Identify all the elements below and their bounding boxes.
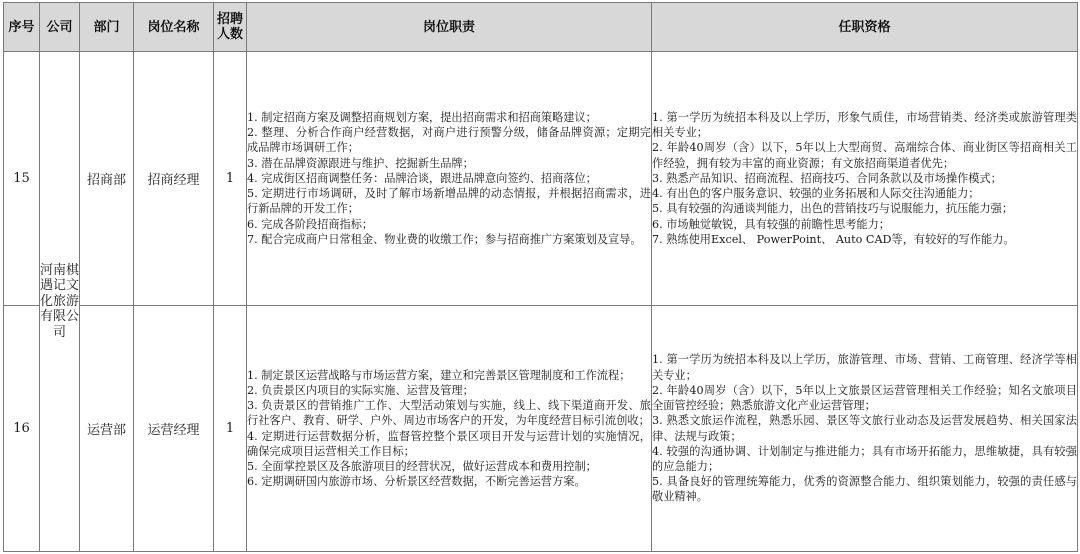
header-qualifications: 任职资格 bbox=[652, 3, 1078, 52]
duty-item: 1. 制定景区运营战略与市场运营方案，建立和完善景区管理制度和工作流程； bbox=[247, 368, 631, 382]
qualification-item: 1. 第一学历为统招本科及以上学历，旅游管理、市场、营销、工商管理、经济学等相关专业； bbox=[652, 353, 1077, 382]
duty-item: 1. 制定招商方案及调整招商规划方案，提出招商需求和招商策略建议； bbox=[247, 111, 597, 125]
qualifications-cell bbox=[652, 52, 1078, 306]
table-row bbox=[4, 52, 1078, 306]
header-company: 公司 bbox=[40, 3, 80, 52]
seq-cell: 16 bbox=[4, 306, 40, 552]
duty-item: 4. 定期进行运营数据分析，监督管控整个景区项目开发与运营计划的实施情况，确保完成项目运营相关工作目标； bbox=[247, 429, 651, 458]
header-position: 岗位名称 bbox=[134, 3, 214, 52]
header-department: 部门 bbox=[80, 3, 134, 52]
department-cell: 招商部 bbox=[80, 52, 134, 306]
qualifications-cell bbox=[652, 306, 1078, 552]
qualification-item: 4. 有出色的客户服务意识、较强的业务拓展和人际交往沟通能力； bbox=[652, 187, 980, 201]
company-cell: 河南棋遇记文化旅游有限公司 bbox=[40, 52, 80, 552]
qualification-item: 2. 年龄40周岁（含）以下，5年以上文旅景区运营管理相关工作经验；知名文旅项目全面管控经验；熟悉旅游文化产业运营管理； bbox=[652, 383, 1077, 413]
duties-cell bbox=[247, 306, 652, 552]
header-headcount: 招聘人数 bbox=[214, 3, 247, 52]
qualification-item: 2. 年龄40周岁（含）以下，5年以上大型商贸、高端综合体、商业街区等招商相关工作经验，拥有较为丰富的商业资源；有文旅招商渠道者优先； bbox=[652, 141, 1077, 170]
duty-item: 2. 负责景区内项目的实际实施、运营及管理； bbox=[247, 383, 474, 397]
duty-item: 2. 整理、分析合作商户经营数据，对商户进行预警分级，储备品牌资源；定期完成品牌市场调研工作； bbox=[247, 126, 651, 155]
duty-item: 6. 完成各阶段招商指标； bbox=[247, 217, 374, 231]
qualification-item: 5. 具有较强的沟通谈判能力，出色的营销技巧与说服能力，抗压能力强； bbox=[652, 202, 1014, 216]
qualification-item: 4. 较强的沟通协调、计划制定与推进能力；具有市场开拓能力，思维敏捷，具有较强的应急能力； bbox=[652, 444, 1077, 473]
position-cell: 运营经理 bbox=[134, 306, 214, 552]
header-row bbox=[4, 3, 1078, 52]
department-cell: 运营部 bbox=[80, 306, 134, 552]
job-table-wrapper bbox=[3, 2, 1077, 552]
duty-item: 7. 配合完成商户日常租金、物业费的收缴工作；参与招商推广方案策划及宣导。 bbox=[247, 232, 642, 246]
qualification-item: 7. 熟练使用Excel、 PowerPoint、 Auto CAD等，有较好的写作能力。 bbox=[652, 232, 1015, 246]
table-row bbox=[4, 306, 1078, 552]
duty-item: 3. 负责景区的营销推广工作、大型活动策划与实施，线上、线下渠道商开发、旅行社客户、教育、研学、户外、周边市场客户的开发，为年度经营目标引流创收； bbox=[247, 399, 651, 428]
duty-item: 5. 全面掌控景区及各旅游项目的经营状况，做好运营成本和费用控制； bbox=[247, 459, 597, 473]
qualification-item: 3. 熟悉产品知识、招商流程、招商技巧、合同条款以及市场操作模式； bbox=[652, 171, 1002, 185]
qualification-item: 5. 具备良好的管理统筹能力，优秀的资源整合能力、组织策划能力，较强的责任感与敬业精神。 bbox=[652, 475, 1077, 504]
seq-cell: 15 bbox=[4, 52, 40, 306]
duty-item: 6. 定期调研国内旅游市场、分析景区经营数据，不断完善运营方案。 bbox=[247, 475, 586, 489]
header-seq: 序号 bbox=[4, 3, 40, 52]
duty-item: 5. 定期进行市场调研，及时了解市场新增品牌的动态情报，并根据招商需求，进行新品牌的开发工作； bbox=[247, 187, 651, 216]
duties-cell bbox=[247, 52, 652, 306]
duty-item: 3. 潜在品牌资源跟进与维护、挖掘新生品牌； bbox=[247, 156, 474, 170]
duty-item: 4. 完成街区招商调整任务：品牌洽谈，跟进品牌意向签约、招商落位； bbox=[247, 171, 597, 185]
qualification-item: 3. 熟悉文旅运作流程，熟悉乐园、景区等文旅行业动态及运营发展趋势、相关国家法律、法规与政策； bbox=[652, 414, 1077, 443]
qualification-item: 6. 市场触觉敏锐，具有较强的前瞻性思考能力； bbox=[652, 217, 890, 231]
qualification-item: 1. 第一学历为统招本科及以上学历，形象气质佳，市场营销类、经济类或旅游管理类相关专业； bbox=[652, 111, 1077, 140]
header-duties: 岗位职责 bbox=[247, 3, 652, 52]
headcount-cell: 1 bbox=[214, 52, 247, 306]
headcount-cell: 1 bbox=[214, 306, 247, 552]
job-listing-table bbox=[3, 2, 1078, 552]
position-cell: 招商经理 bbox=[134, 52, 214, 306]
